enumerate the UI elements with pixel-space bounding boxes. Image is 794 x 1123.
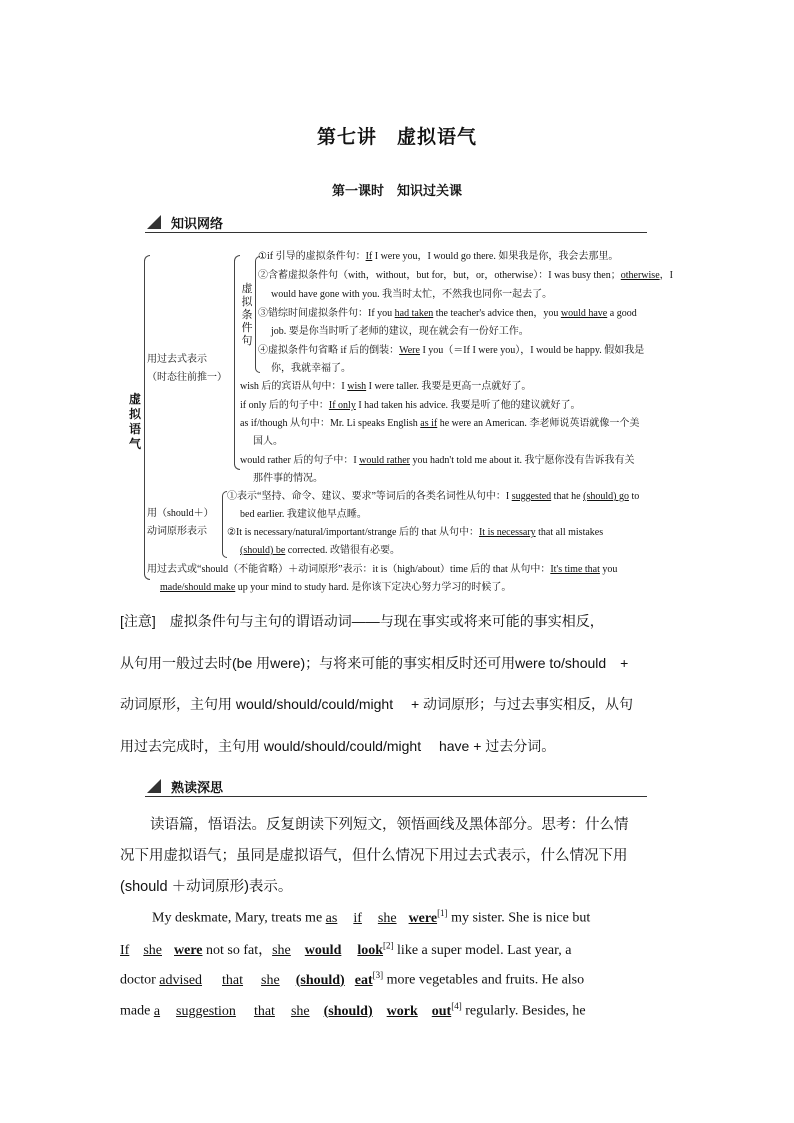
branch3-line-1: 用过去式或“should（不能省略）＋动词原形”表示：it is（high/about）time 后的 that 从句中：It's time that you <box>147 564 618 575</box>
as-if-line-2: 国人。 <box>253 436 283 447</box>
tree-root-label: 虚拟语气 <box>128 392 141 451</box>
passage-line-4: made a suggestion that she (should) work out[4] regularly. Besides, he <box>120 1001 586 1019</box>
cond-line-7: 你，我就幸福了。 <box>271 363 351 374</box>
conditional-label: 虚拟条件句 <box>241 282 253 347</box>
triangle-icon <box>147 779 161 793</box>
cond-line-3: would have gone with you. 我当时太忙，不然我也同你一起去了。 <box>271 289 553 300</box>
note-line-3: 动词原形，主句用 would/should/could/might + 动词原形；与过去事实相反，从句 <box>120 696 634 712</box>
branch3-line-2: made/should make up your mind to study hard. 是你该下定决心努力学习的时候了。 <box>160 582 512 593</box>
section-header-knowledge-network <box>145 212 647 233</box>
cond-line-1: ①if 引导的虚拟条件句：If I were you，I would go there. 如果我是你，我会去那里。 <box>258 251 619 262</box>
branch2-label: 用（should＋） <box>147 508 214 519</box>
branch1-label-sub: （时态往前推一） <box>147 372 227 383</box>
intro-line-2: 况下用虚拟语气；虽同是虚拟语气，但什么情况下用过去式表示，什么情况下用 <box>120 848 628 864</box>
intro-line-1: 读语篇，悟语法。反复朗读下列短文，领悟画线及黑体部分。思考：什么情 <box>150 817 629 833</box>
page-subtitle: 第一课时 知识过关课 <box>331 184 462 199</box>
cond-line-6: ④虚拟条件句省略 if 后的倒装：Were I you（＝If I were you），I would be happy. 假如我是 <box>258 345 645 356</box>
section-label: 知识网络 <box>171 217 224 232</box>
should-line-3: ②It is necessary/natural/important/strange 后的 that 从句中：It is necessary that all mistakes <box>227 527 604 538</box>
note-line-2: 从句用一般过去时(be 用were)；与将来可能的事实相反时还可用were to/should + <box>120 655 629 671</box>
intro-line-3: (should ＋动词原形)表示。 <box>120 879 293 895</box>
branch2-label-sub: 动词原形表示 <box>147 526 207 537</box>
note-line-1: [注意] 虚拟条件句与主句的谓语动词——与现在事实或将来可能的事实相反， <box>120 613 604 629</box>
should-line-1: ①表示“坚持、命令、建议、要求”等词后的各类名词性从句中：I suggested that he (should) go to <box>227 491 640 502</box>
cond-line-4: ③错综时间虚拟条件句：If you had taken the teacher's advice then，you would have a good <box>258 308 637 319</box>
cond-line-5: job. 要是你当时听了老师的建议，现在就会有一份好工作。 <box>271 326 529 337</box>
passage-line-1: My deskmate, Mary, treats me as if she were[1] my sister. She is nice but <box>152 908 591 926</box>
section-label: 熟读深思 <box>171 781 224 796</box>
branch1-brace <box>234 255 240 470</box>
should-line-4: (should) be corrected. 改错很有必要。 <box>240 545 400 556</box>
should-line-2: bed earlier. 我建议他早点睡。 <box>240 509 367 520</box>
as-if-line: as if/though 从句中：Mr. Li speaks English as if he were an American. 李老师说英语就像一个美 <box>240 418 640 429</box>
cond-line-2: ②含蓄虚拟条件句（with，without，but for，but，or，otherwise）：I was busy then；otherwise，I <box>258 270 673 281</box>
passage-line-3: doctor advised that she (should) eat[3] more vegetables and fruits. He also <box>120 970 585 988</box>
note-line-4: 用过去完成时，主句用 would/should/could/might have + 过去分词。 <box>120 738 556 754</box>
page-title: 第七讲 虚拟语气 <box>316 126 477 148</box>
would-rather-line-2: 那件事的情况。 <box>253 473 323 484</box>
branch1-label: 用过去式表示 <box>147 354 207 365</box>
triangle-icon <box>147 215 161 229</box>
would-rather-line: would rather 后的句子中：I would rather you hadn't told me about it. 我宁愿你没有告诉我有关 <box>240 455 635 466</box>
wish-line: wish 后的宾语从句中：I wish I were taller. 我要是更高一点就好了。 <box>240 381 532 392</box>
if-only-line: if only 后的句子中：If only I had taken his advice. 我要是听了他的建议就好了。 <box>240 400 581 411</box>
section-header-read-think <box>145 776 647 797</box>
passage-line-2: If she were not so fat，she would look[2] like a super model. Last year, a <box>120 940 572 958</box>
